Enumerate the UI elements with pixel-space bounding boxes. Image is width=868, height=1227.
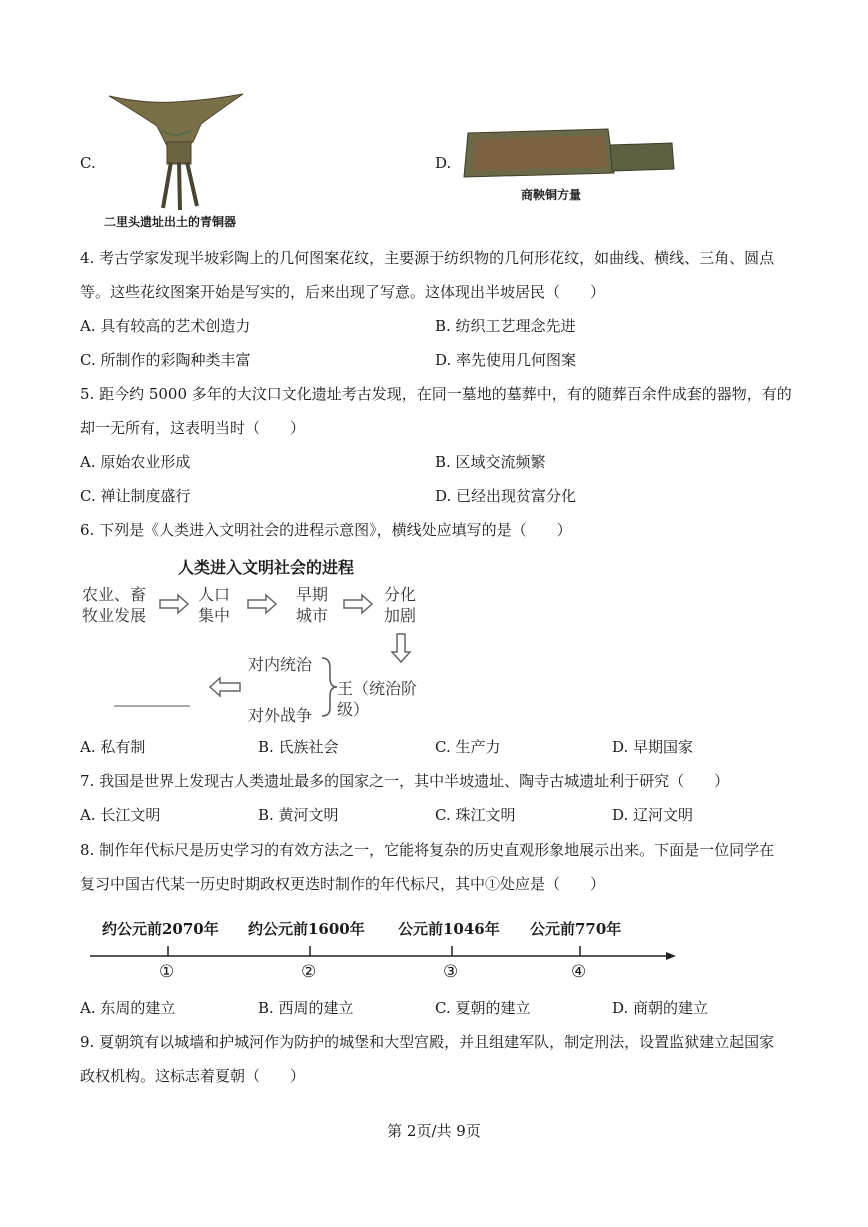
arrow-down-icon [392,634,410,662]
q6-stem-line1: 6. 下列是《人类进入文明社会的进程示意图》，横线处应填写的是（ ） [80,521,572,539]
timeline-arrow-icon [666,952,676,960]
q6-option-a[interactable]: A. 私有制 [80,738,146,756]
civilization-process-diagram [80,550,440,730]
arrow-left-icon [210,678,240,696]
q5-option-b[interactable]: B. 区域交流频繁 [435,453,546,471]
q6-option-b[interactable]: B. 氏族社会 [258,738,339,756]
timeline-label-3: 公元前1046年 [398,920,500,938]
q9-stem-line1: 9. 夏朝筑有以城墙和护城河作为防护的城堡和大型宫殿，并且组建军队，制定刑法，设置监狱建立起国家 [80,1033,775,1051]
q3-option-c-caption: 二里头遗址出土的青铜器 [104,215,237,229]
diagram-box-population: 人口 集中 [198,585,231,625]
timeline-label-4: 公元前770年 [530,920,622,938]
diagram-title: 人类进入文明社会的进程 [178,558,355,577]
q5-option-d[interactable]: D. 已经出现贫富分化 [435,487,577,505]
q8-option-c[interactable]: C. 夏朝的建立 [435,999,531,1017]
arrow-right-1-icon [160,595,188,613]
curly-brace-icon [322,658,337,716]
q4-option-a[interactable]: A. 具有较高的艺术创造力 [80,317,251,335]
q6-option-c[interactable]: C. 生产力 [435,738,501,756]
bronze-jue-vessel-image [105,90,250,215]
q5-option-a[interactable]: A. 原始农业形成 [80,453,191,471]
timeline-marker-1: ① [159,962,175,982]
dynasty-timeline [80,910,680,990]
timeline-marker-2: ② [301,962,317,982]
q4-stem-line2: 等。这些花纹图案开始是写实的，后来出现了写意。这体现出半坡居民（ ） [80,283,606,301]
q8-stem-line2: 复习中国古代某一历史时期政权更迭时制作的年代标尺，其中①处应是（ ） [80,875,606,893]
q3-option-d-caption: 商鞅铜方量 [521,188,582,202]
q7-stem-line1: 7. 我国是世界上发现古人类遗址最多的国家之一，其中半坡遗址、陶寺古城遗址利于研究（ ） [80,772,730,790]
q5-stem-line2: 却一无所有，这表明当时（ ） [80,419,306,437]
q4-option-c[interactable]: C. 所制作的彩陶种类丰富 [80,351,251,369]
q7-option-c[interactable]: C. 珠江文明 [435,806,516,824]
timeline-label-2: 约公元前1600年 [248,920,365,938]
diagram-box-early-city: 早期 城市 [296,585,329,625]
timeline-label-1: 约公元前2070年 [102,920,219,938]
q8-option-a[interactable]: A. 东周的建立 [80,999,176,1017]
diagram-king: 王（统治阶级） [337,679,418,719]
q3-option-d-letter[interactable]: D. [435,154,452,172]
timeline-marker-4: ④ [571,962,587,982]
q8-option-b[interactable]: B. 西周的建立 [258,999,354,1017]
q4-option-d[interactable]: D. 率先使用几何图案 [435,351,577,369]
bronze-square-measure-image [460,125,676,183]
q7-option-a[interactable]: A. 长江文明 [80,806,161,824]
page-footer: 第 2页/共 9页 [387,1122,481,1140]
q7-option-b[interactable]: B. 黄河文明 [258,806,339,824]
timeline-marker-3: ③ [443,962,459,982]
arrow-right-2-icon [248,595,276,613]
q6-option-d[interactable]: D. 早期国家 [612,738,694,756]
q4-option-b[interactable]: B. 纺织工艺理念先进 [435,317,576,335]
q7-option-d[interactable]: D. 辽河文明 [612,806,694,824]
q9-stem-line2: 政权机构。这标志着夏朝（ ） [80,1067,306,1085]
q5-stem-line1: 5. 距今约 5000 多年的大汶口文化遗址考古发现，在同一墓地的墓葬中，有的随葬百余件成套的器物，有的 [80,385,792,403]
q5-option-c[interactable]: C. 禅让制度盛行 [80,487,191,505]
q4-stem-line1: 4. 考古学家发现半坡彩陶上的几何图案花纹，主要源于纺织物的几何形花纹，如曲线、横线、三角、圆点 [80,249,775,267]
diagram-box-differentiation: 分化 加剧 [384,585,417,625]
q3-option-c-letter[interactable]: C. [80,154,96,172]
q8-option-d[interactable]: D. 商朝的建立 [612,999,709,1017]
arrow-right-3-icon [344,595,372,613]
diagram-box-agriculture: 农业、畜 牧业发展 [82,585,147,625]
diagram-outer-war: 对外战争 [248,706,313,725]
q8-stem-line1: 8. 制作年代标尺是历史学习的有效方法之一，它能将复杂的历史直观形象地展示出来。下面是一位同学在 [80,841,775,859]
diagram-inner-rule: 对内统治 [248,655,313,674]
